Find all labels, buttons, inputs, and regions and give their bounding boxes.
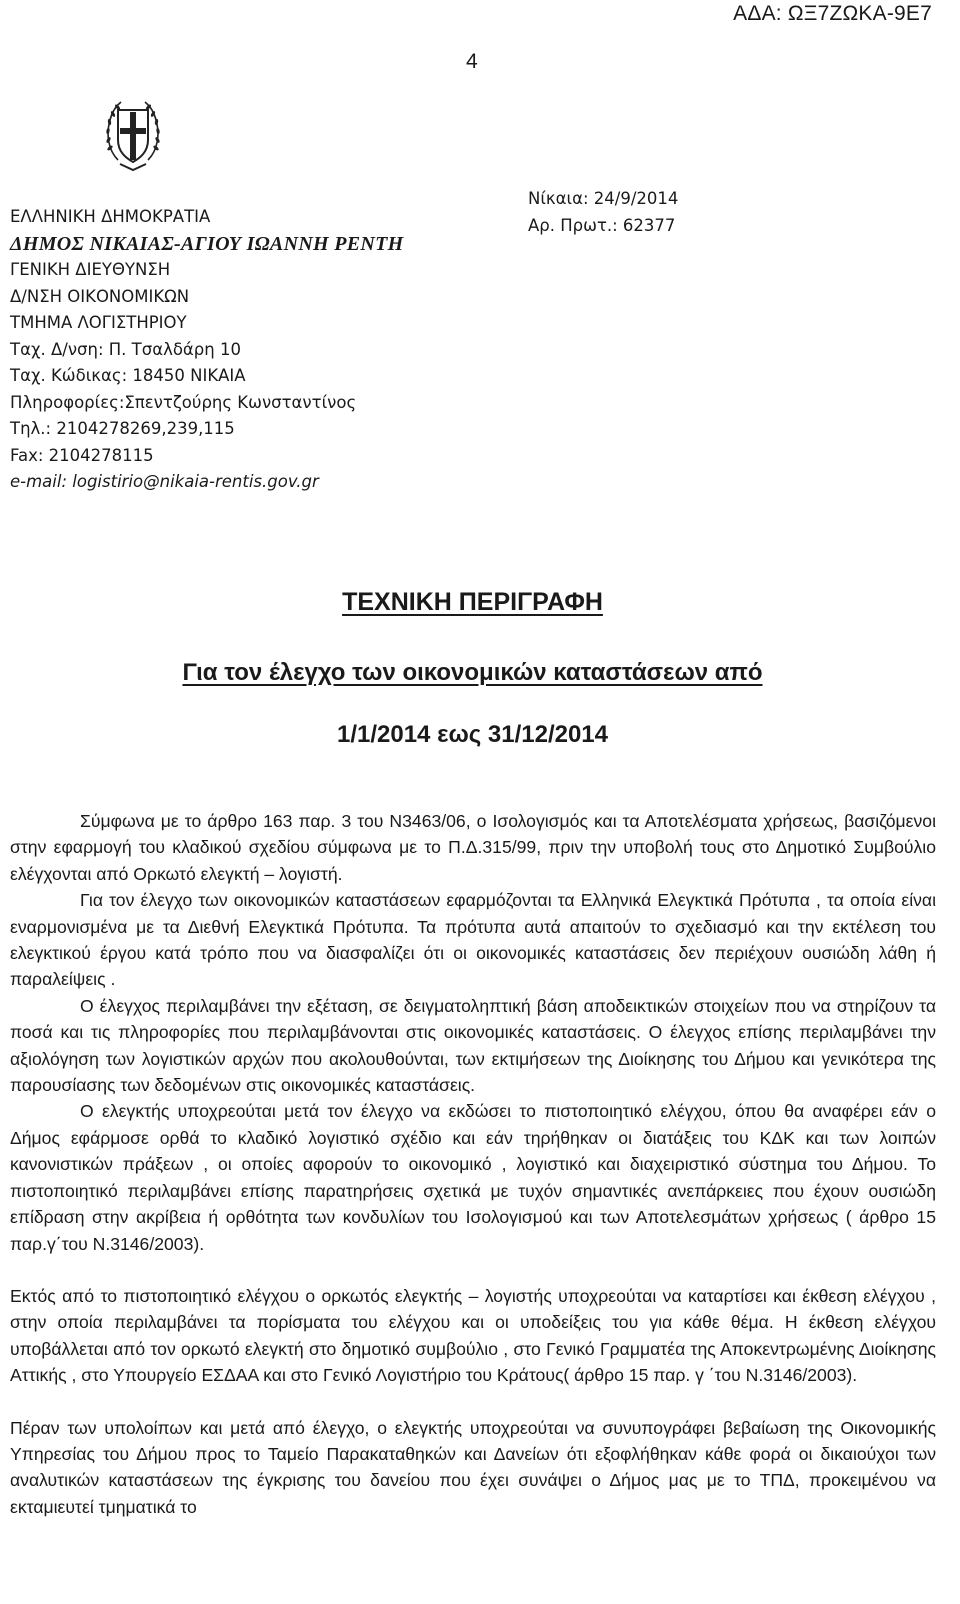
sender-postal-code: Ταχ. Κώδικας: 18450 ΝΙΚΑΙΑ [10, 366, 246, 385]
sender-country: ΕΛΛΗΝΙΚΗ ΔΗΜΟΚΡΑΤΙΑ [10, 207, 211, 226]
sender-fax: Fax: 2104278115 [10, 445, 154, 465]
sender-email: e-mail: logistirio@nikaia-rentis.gov.gr [10, 472, 319, 491]
body-paragraph: Ο ελεγκτής υποχρεούται μετά τον έλεγχο να εκδώσει το πιστοποιητικό ελέγχου, όπου θα αναφέρει εάν ο Δήμος εφάρμοσε ορθά το κλαδικό λογιστικό σχέδιο και εάν τηρήθηκαν οι διατάξεις του ΚΔΚ και των λοιπών κανονιστικών πράξεων , οι οποίες αφορούν το οικονομικό , λογιστικό και διαχειριστικό σύστημα του Δήμου. Το πιστοποιητικό περιλαμβάνει επίσης παρατηρήσεις σχετικά με τυχόν σημαντικές ανεπάρκειες που έχουν ουσιώδη επίδραση στην ακρίβεια ή ορθότητα των κονδυλίων του Ισολογισμού και των Αποτελεσμάτων χρήσεως ( άρθρο 15 παρ.γ΄του Ν.3146/2003). [10, 1101, 936, 1254]
body-paragraph: Εκτός από το πιστοποιητικό ελέγχου ο ορκωτός ελεγκτής – λογιστής υποχρεούται να καταρτίσει και έκθεση ελέγχου , στην οποία περιλαμβάνει τα πορίσματα του ελέγχου και οι υποδείξεις του για κάθε θέμα. Η έκθεση ελέγχου υποβάλλεται από τον ορκωτό ελεγκτή στο δημοτικό συμβούλιο , στο Γενικό Γραμματέα της Αποκεντρωμένης Διοίκησης Αττικής , στο Υπουργείο ΕΣΔΑΑ και στο Γενικό Λογιστήριο του Κράτους( άρθρο 15 παρ. γ ΄του Ν.3146/2003). [10, 1285, 936, 1386]
sender-department: ΤΜΗΜΑ ΛΟΓΙΣΤΗΡΙΟΥ [10, 313, 187, 332]
sender-municipality: ΔΗΜΟΣ ΝΙΚΑΙΑΣ-ΑΓΙΟΥ ΙΩΑΝΝΗ ΡΕΝΤΗ [10, 232, 404, 255]
document-subtitle: Για τον έλεγχο των οικονομικών καταστάσεων από [182, 659, 763, 686]
document-date: Νίκαια: 24/9/2014 [528, 189, 679, 208]
document-title: ΤΕΧΝΙΚΗ ΠΕΡΙΓΡΑΦΗ [342, 588, 603, 616]
reference-block [528, 186, 678, 239]
document-body [10, 808, 936, 1520]
greek-coat-of-arms-icon [104, 96, 162, 174]
sender-division: Δ/ΝΣΗ ΟΙΚΟΝΟΜΙΚΩΝ [10, 286, 190, 306]
sender-address: Ταχ. Δ/νση: Π. Τσαλδάρη 10 [10, 339, 241, 359]
sender-block [10, 204, 500, 496]
protocol-number: Αρ. Πρωτ.: 62377 [528, 215, 676, 235]
body-paragraph: Πέραν των υπολοίπων και μετά από έλεγχο, ο ελεγκτής υποχρεούται να συνυπογράφει βεβαίωση της Οικονομικής Υπηρεσίας του Δήμου προς το Ταμείο Παρακαταθηκών και Δανείων ότι εξοφλήθηκαν κάθε φορά οι δικαιούχοι των αναλυτικών καταστάσεων της έγκρισης του δανείου που έχει συνάψει ο Δήμος μας με το ΤΠΔ, προκειμένου να εκταμιευτεί τμηματικά το [10, 1417, 936, 1517]
body-paragraph: Ο έλεγχος περιλαμβάνει την εξέταση, σε δειγματοληπτική βάση αποδεικτικών στοιχείων που να στηρίζουν τα ποσά και τις πληροφορίες που περιλαμβάνονται στις οικονομικές καταστάσεις. Ο έλεγχος επίσης περιλαμβάνει την αξιολόγηση των λογιστικών αρχών που ακολουθούνται, των εκτιμήσεων της Διοίκησης του Δήμου και γενικότερα της παρουσίασης των δεδομένων στις οικονομικές καταστάσεις. [10, 995, 936, 1096]
body-paragraph: Σύμφωνα με το άρθρο 163 παρ. 3 του Ν3463/06, ο Ισολογισμός και τα Αποτελέσματα χρήσεως, βασιζόμενοι στην εφαρμογή του κλαδικού σχεδίου σύμφωνα με το Π.Δ.315/99, πριν την υποβολή τους στο Δημοτικό Συμβούλιο ελέγχονται από Ορκωτό ελεγκτή – λογιστή. [10, 811, 936, 884]
sender-directorate: ΓΕΝΙΚΗ ΔΙΕΥΘΥΝΣΗ [10, 260, 171, 279]
page-number: 4 [466, 50, 478, 73]
sender-contact-person: Πληροφορίες:Σπεντζούρης Κωνσταντίνος [10, 392, 357, 412]
body-paragraph: Για τον έλεγχο των οικονομικών καταστάσεων εφαρμόζονται τα Ελληνικά Ελεγκτικά Πρότυπα , τα οποία είναι εναρμονισμένα με τα Διεθνή Ελεγκτικά Πρότυπα. Τα πρότυπα αυτά απαιτούν το σχεδιασμό και την εκτέλεση του ελεγκτικού έργου κατά τρόπο που να διασφαλίζει ότι οι οικονομικές καταστάσεις δεν περιέχουν ουσιώδη λάθη ή παραλείψεις . [10, 890, 936, 990]
sender-phone: Τηλ.: 2104278269,239,115 [10, 419, 235, 438]
document-period: 1/1/2014 εως 31/12/2014 [336, 721, 609, 748]
ada-code: ΑΔΑ: ΩΞ7ΖΩΚΑ-9Ε7 [733, 2, 932, 25]
